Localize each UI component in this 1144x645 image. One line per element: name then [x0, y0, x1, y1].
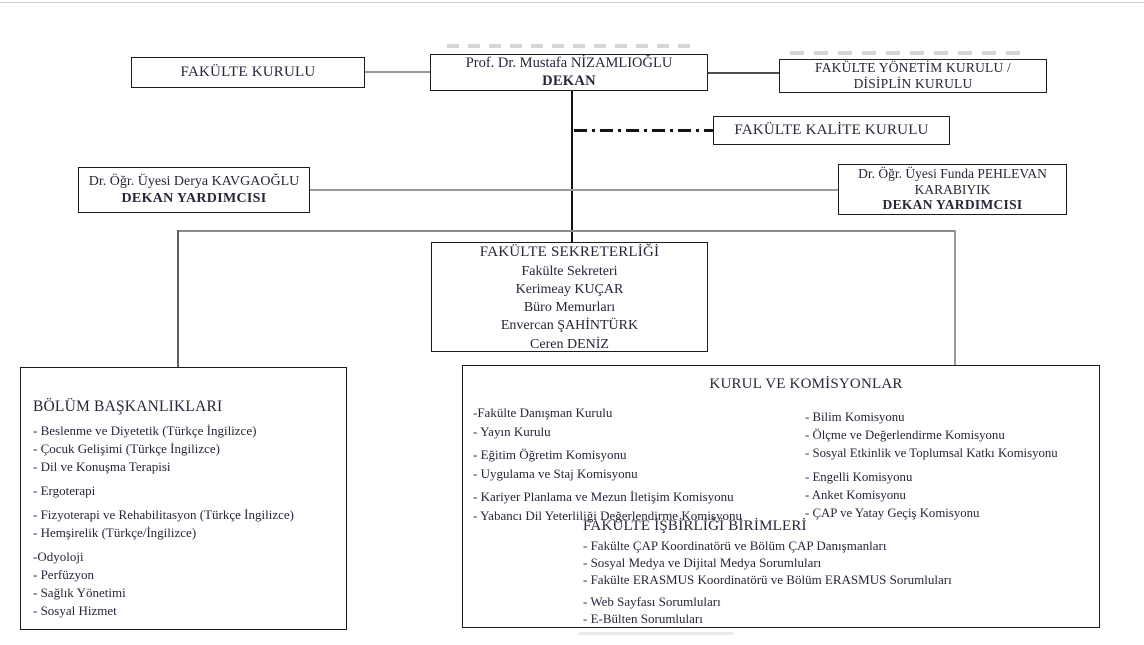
org-box-dekan [430, 54, 708, 91]
list-group [805, 408, 1058, 462]
list-group [33, 548, 338, 620]
list-item: - Çocuk Gelişimi (Türkçe İngilizce) [33, 441, 220, 456]
isbirligi-title: FAKÜLTE İŞBİRLİĞİ BİRİMLERİ [583, 518, 807, 534]
list-item: - Anket Komisyonu [805, 488, 906, 502]
list-group [583, 593, 952, 627]
list-item: - Beslenme ve Diyetetik (Türkçe İngilizce) [33, 423, 257, 438]
connector-dashdot-kalite-kurulu [574, 129, 713, 132]
list-item: - E-Bülten Sorumluları [583, 611, 703, 626]
list-item: - Uygulama ve Staj Komisyonu [473, 465, 638, 481]
list-item: - ÇAP ve Yatay Geçiş Komisyonu [805, 506, 980, 520]
list-group [33, 506, 338, 542]
org-box-yonetim-kurulu [779, 59, 1047, 93]
connector-bracket-right-vertical [954, 230, 956, 365]
org-box-deputy-dean-right [838, 164, 1067, 215]
kurul-title: KURUL VE KOMİSYONLAR [709, 376, 903, 392]
kurul-right-column [805, 408, 1058, 528]
list-item: - Yayın Kurulu [473, 423, 551, 439]
list-item: - Web Sayfası Sorumluları [583, 594, 721, 609]
list-item: - Sosyal Etkinlik ve Toplumsal Katkı Komisyonu [805, 446, 1058, 460]
list-item: - Eğitim Öğretim Komisyonu [473, 447, 627, 462]
deputy-left-name: Dr. Öğr. Üyesi Derya KAVGAOĞLU [88, 173, 300, 189]
list-item: - Dil ve Konuşma Terapisi [33, 459, 171, 474]
deputy-left-title: DEKAN YARDIMCISI [121, 191, 267, 206]
list-item: - Fakülte ERASMUS Koordinatörü ve Bölüm ERASMUS Sorumluları [583, 572, 952, 587]
deputy-right-name-line2: KARABIYIK [914, 181, 991, 197]
list-item: Envercan ŞAHİNTÜRK [500, 318, 639, 334]
list-item: - Sosyal Hizmet [33, 603, 117, 618]
list-item: Fakülte Sekreteri [521, 263, 618, 279]
org-box-kurul-ve-komisyonlar [462, 365, 1100, 628]
list-group [33, 482, 338, 500]
list-item: -Fakülte Danışman Kurulu [473, 405, 613, 420]
list-item: Büro Memurları [523, 300, 616, 316]
isbirligi-list [583, 537, 952, 627]
isbirligi-section [583, 518, 952, 632]
list-item: - Hemşirelik (Türkçe/İngilizce) [33, 525, 197, 540]
connector-fakulte-kurulu-dekan [365, 71, 430, 73]
list-item: Ceren DENİZ [530, 336, 609, 352]
deputy-right-name-line1: Dr. Öğr. Üyesi Funda PEHLEVAN [858, 165, 1047, 181]
yonetim-kurulu-line1: FAKÜLTE YÖNETİM KURULU / [815, 60, 1011, 76]
list-item: - Yabancı Dil Yeterliliği Değerlendirme Komisyonu [473, 507, 742, 523]
bolum-title: BÖLÜM BAŞKANLIKLARI [33, 398, 223, 415]
sekreterlik-title: FAKÜLTE SEKRETERLİĞİ [479, 244, 660, 261]
list-group [473, 404, 742, 441]
list-item: - Kariyer Planlama ve Mezun İletişim Komisyonu [473, 489, 734, 504]
kurul-left-column [473, 404, 742, 530]
list-item: - Engelli Komisyonu [805, 470, 913, 484]
list-item: - Sosyal Medya ve Dijital Medya Sorumluları [583, 555, 822, 570]
list-item: - Fakülte ÇAP Koordinatörü ve Bölüm ÇAP Danışmanları [583, 538, 887, 553]
dekan-name: Prof. Dr. Mustafa NİZAMLIOĞLU [465, 55, 673, 72]
org-box-sekreterlik [431, 242, 708, 352]
sekreterlik-staff-list [501, 263, 638, 354]
connector-dekan-vertical [571, 90, 573, 242]
org-box-fakulte-kurulu [131, 57, 365, 88]
list-item: Kerimeay KUÇAR [515, 281, 624, 297]
fakulte-kurulu-label: FAKÜLTE KURULU [180, 64, 316, 80]
scan-artifact [447, 44, 692, 48]
scan-artifact [578, 632, 733, 635]
yonetim-kurulu-line2: DİSİPLİN KURULU [853, 76, 973, 91]
list-item: - Bilim Komisyonu [805, 410, 905, 424]
connector-deputy-deans [310, 189, 838, 191]
bolum-department-list [33, 422, 338, 620]
list-item: - Ölçme ve Değerlendirme Komisyonu [805, 428, 1005, 442]
list-item: - Ergoterapi [33, 483, 96, 498]
kalite-kurulu-label: FAKÜLTE KALİTE KURULU [734, 122, 929, 138]
list-group [583, 537, 952, 588]
deputy-right-title: DEKAN YARDIMCISI [882, 197, 1023, 213]
connector-bracket-horizontal [177, 230, 956, 232]
scan-artifact [790, 51, 1030, 55]
org-box-deputy-dean-left [78, 167, 310, 213]
page-top-divider [0, 2, 1144, 3]
org-box-bolum-baskanliklari [20, 367, 347, 630]
list-group [33, 422, 338, 476]
org-box-kalite-kurulu [713, 116, 950, 145]
connector-dekan-yonetim-kurulu [708, 72, 779, 74]
list-item: - Fizyoterapi ve Rehabilitasyon (Türkçe İngilizce) [33, 507, 294, 522]
list-item: - Sağlık Yönetimi [33, 585, 126, 600]
dekan-title: DEKAN [542, 72, 596, 89]
list-group [805, 468, 1058, 522]
list-group [473, 446, 742, 483]
connector-bracket-left-vertical [177, 230, 179, 367]
list-item: -Odyoloji [33, 549, 84, 564]
list-item: - Perfüzyon [33, 567, 95, 582]
